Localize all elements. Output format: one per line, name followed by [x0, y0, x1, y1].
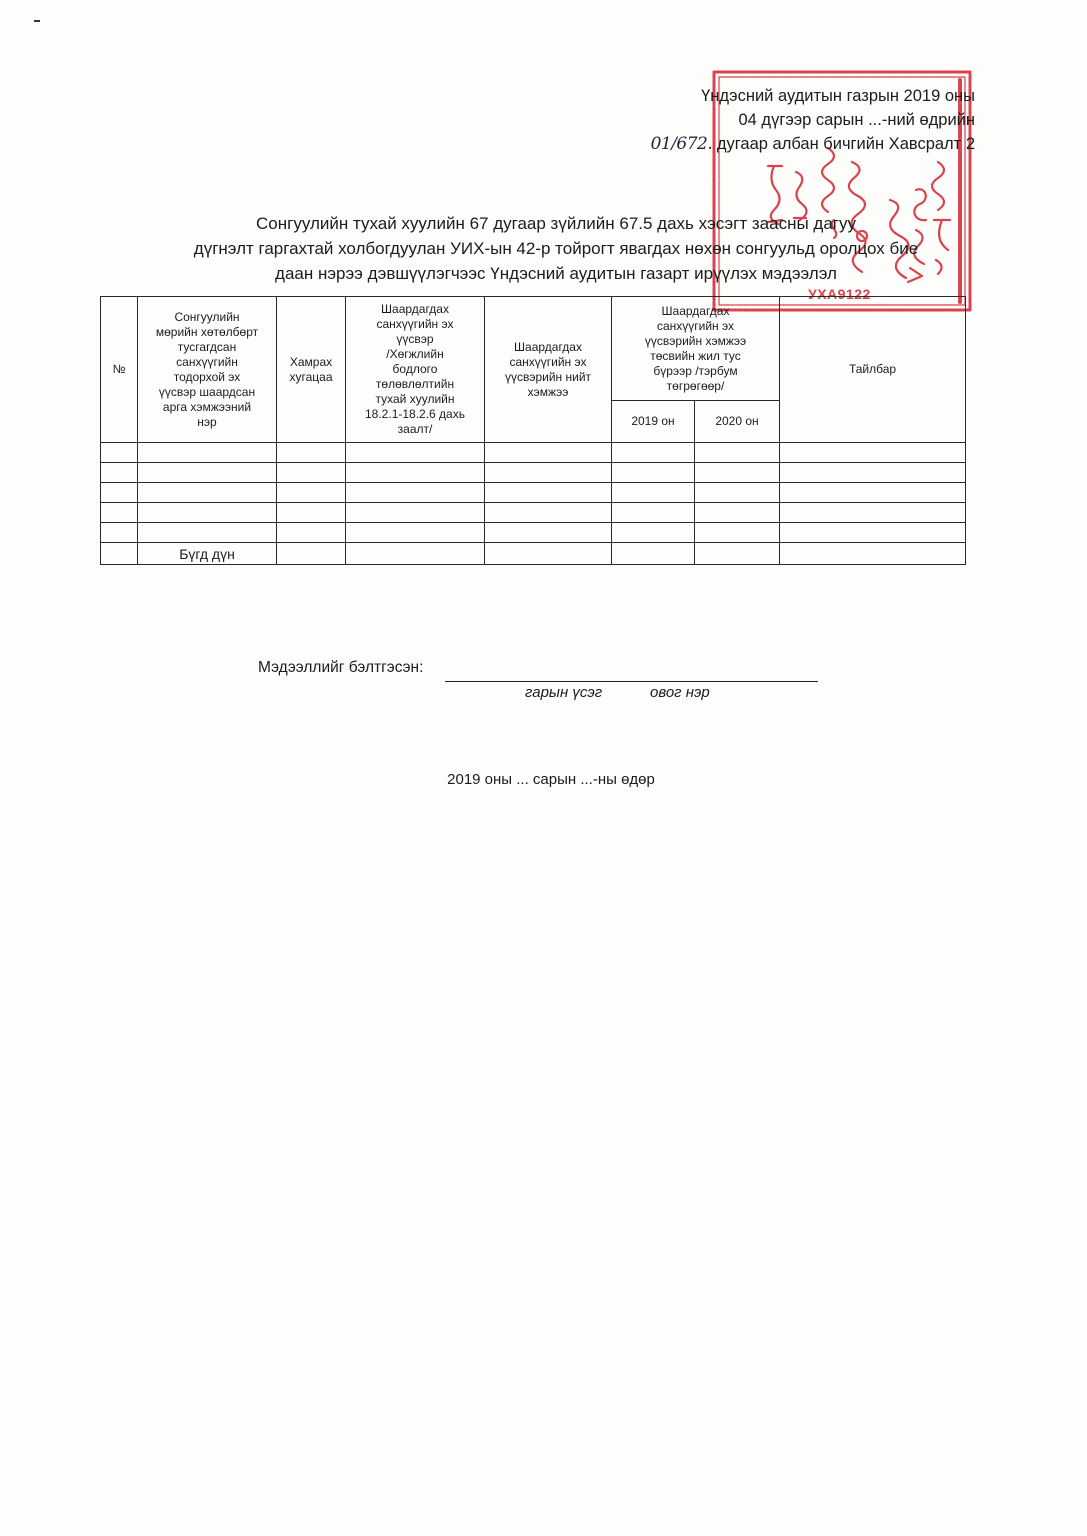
table-cell: [485, 543, 612, 565]
header-year-2020: 2020 он: [695, 401, 780, 443]
table-cell: [101, 443, 138, 463]
table-header-row: [101, 297, 966, 401]
table-cell: [485, 463, 612, 483]
header-total-amount: Шаардагдах санхүүгийн эх үүсвэрийн нийт хэмжээ: [485, 297, 612, 443]
table-cell: [780, 483, 966, 503]
table-cell: [138, 523, 277, 543]
table-cell: [695, 543, 780, 565]
table-cell: [612, 523, 695, 543]
header-measure-name: Сонгуулийн мөрийн хөтөлбөрт тусгагдсан санхүүгийн тодорхой эх үүсвэр шаардсан арга хэмжээний нэр: [138, 297, 277, 443]
table-cell: [101, 463, 138, 483]
table-cell: [277, 523, 346, 543]
table-cell: [346, 463, 485, 483]
header-amount-by-year: Шаардагдах санхүүгийн эх үүсвэрийн хэмжээ төсвийн жил тус бүрээр /тэрбум төгрөгөөр/: [612, 297, 780, 401]
table-cell: [485, 483, 612, 503]
signature-line: [445, 681, 818, 682]
table-row: [101, 503, 966, 523]
date-line: 2019 оны ... сарын ...-ны өдөр: [447, 771, 655, 788]
table-cell: [346, 543, 485, 565]
stamp-code: УХА9122: [808, 286, 871, 302]
header-line-2: 04 дүгээр сарын ...-ний өдрийн: [738, 111, 975, 129]
table-cell: [138, 463, 277, 483]
table-cell: [101, 543, 138, 565]
table-cell: [101, 523, 138, 543]
signature-caption: гарын үсэг: [525, 684, 603, 701]
header-line-3-text: дугаар албан бичгийн Хавсралт 2: [716, 135, 975, 153]
table-cell: [612, 443, 695, 463]
title-line-3: даан нэрээ дэвшүүлэгчээс Үндэсний аудитын газарт ирүүлэх мэдээлэл: [275, 264, 837, 283]
table-cell: [101, 503, 138, 523]
table-cell: [138, 443, 277, 463]
table-cell: [277, 503, 346, 523]
table-cell: [612, 543, 695, 565]
table-cell: [612, 483, 695, 503]
prepared-by-label: Мэдээллийг бэлтгэсэн:: [258, 659, 424, 676]
table-cell: [612, 503, 695, 523]
table-row: [101, 523, 966, 543]
table-cell: [780, 523, 966, 543]
table-cell: [277, 543, 346, 565]
document-title: [100, 211, 1012, 286]
title-line-2: дүгнэлт гаргахтай холбогдуулан УИХ-ын 42-р тойрогт явагдах нөхөн сонгуульд оролцох бие: [193, 239, 919, 258]
table-cell: [138, 503, 277, 523]
title-line-1: Сонгуулийн тухай хуулийн 67 дугаар зүйлийн 67.5 дахь хэсэгт заасны дагуу: [256, 214, 856, 233]
table-cell: [485, 443, 612, 463]
table-cell: [346, 483, 485, 503]
header-number: №: [101, 297, 138, 443]
table-cell: [485, 503, 612, 523]
table-cell: [695, 503, 780, 523]
table-cell: [346, 503, 485, 523]
table-cell: [101, 483, 138, 503]
header-coverage-period: Хамрах хугацаа: [277, 297, 346, 443]
header-line-3: [651, 132, 975, 156]
header-notes: Тайлбар: [780, 297, 966, 443]
information-table: [100, 296, 966, 565]
header-funding-source: Шаардагдах санхүүгийн эх үүсвэр /Хөгжлийн бодлого төлөвлөлтийн тухай хуулийн 18.2.1-18.2.6 дахь заалт/: [346, 297, 485, 443]
letter-number-handwritten: 01/672.: [650, 134, 713, 154]
scan-mark: [34, 20, 40, 22]
table-cell: [277, 463, 346, 483]
table-row: [101, 443, 966, 463]
table-cell: [695, 483, 780, 503]
total-label: Бүгд дүн: [138, 543, 277, 565]
table-cell: [695, 443, 780, 463]
table-row: [101, 483, 966, 503]
table-cell: [485, 523, 612, 543]
table-cell: [138, 483, 277, 503]
table-cell: [346, 523, 485, 543]
table-cell: [346, 443, 485, 463]
table-cell: [780, 463, 966, 483]
table-cell: [695, 523, 780, 543]
total-row: [101, 543, 966, 565]
table-cell: [277, 443, 346, 463]
table-cell: [780, 503, 966, 523]
table-cell: [780, 543, 966, 565]
header-line-1: Үндэсний аудитын газрын 2019 оны: [701, 87, 975, 105]
header-year-2019: 2019 он: [612, 401, 695, 443]
table-cell: [695, 463, 780, 483]
table-cell: [277, 483, 346, 503]
table-cell: [780, 443, 966, 463]
table-row: [101, 463, 966, 483]
name-caption: овог нэр: [650, 684, 710, 701]
document-header: [651, 84, 975, 156]
table-cell: [612, 463, 695, 483]
